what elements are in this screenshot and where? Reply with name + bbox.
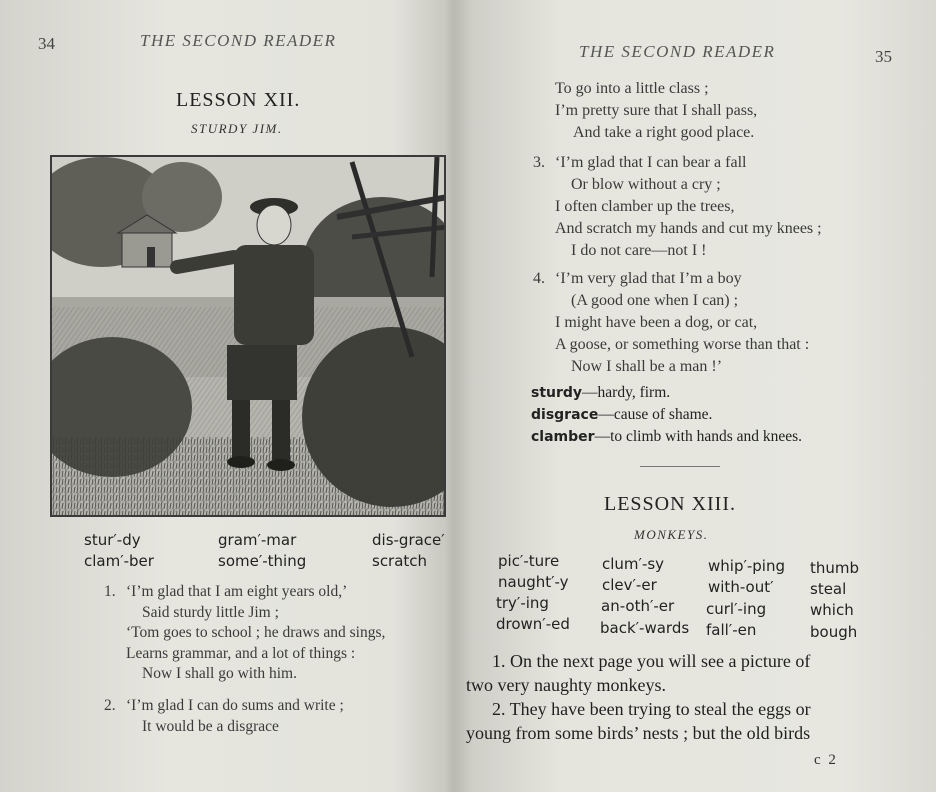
paragraph-line: two very naughty monkeys. (466, 675, 666, 695)
lesson-title: LESSON XII. (176, 89, 301, 111)
poem-line: And take a right good place. (573, 124, 755, 141)
poem-line: A goose, or something worse than that : (555, 336, 810, 353)
lesson-subtitle: MONKEYS. (634, 527, 709, 542)
vocab-word: curl′-ing (706, 600, 767, 618)
definition-word: clamber (531, 429, 595, 445)
page-number: 34 (38, 34, 55, 53)
definitions (531, 382, 802, 448)
vocab-word: try′-ing (496, 594, 549, 612)
definition-word: disgrace (531, 407, 599, 423)
paragraph-line: young from some birds’ nests ; but the old birds (466, 723, 811, 743)
definition-meaning: —cause of shame. (598, 406, 713, 423)
signature-mark: c 2 (814, 752, 838, 768)
poem-line: I might have been a dog, or cat, (555, 314, 758, 331)
stanza-number: 2. (104, 697, 116, 714)
definition-word: sturdy (531, 385, 583, 401)
running-head: THE SECOND READER (579, 42, 776, 61)
illustration-boy (50, 155, 446, 517)
running-head: THE SECOND READER (140, 31, 337, 50)
vocab-word: dis-grace′ (372, 531, 445, 549)
poem-line: ‘I’m glad that I can bear a fall (555, 154, 747, 171)
poem-line: It would be a disgrace (142, 717, 279, 735)
vocab-word: clum′-sy (602, 555, 665, 573)
poem-line: I do not care—not I ! (571, 242, 707, 259)
vocab-word: clev′-er (602, 576, 657, 594)
poem-line: To go into a little class ; (555, 80, 709, 97)
lesson-title: LESSON XIII. (604, 493, 736, 515)
stanza-number: 4. (533, 270, 545, 287)
vocab-word: stur′-dy (84, 531, 141, 549)
stanza (533, 152, 822, 262)
poem-line: ‘I’m very glad that I’m a boy (555, 270, 742, 287)
poem-line: And scratch my hands and cut my knees ; (555, 220, 822, 237)
vocab-word: pic′-ture (498, 552, 560, 570)
poem-line: Now I shall go with him. (142, 665, 297, 682)
definition (531, 382, 802, 404)
poem-line: (A good one when I can) ; (571, 292, 739, 309)
poem-line: ‘I’m glad I can do sums and write ; (126, 697, 344, 714)
vocab-word: naught′-y (498, 573, 569, 591)
vocab-word: fall′-en (706, 621, 757, 639)
engraving-image (52, 157, 446, 517)
vocab-word: scratch (372, 552, 428, 570)
definition-meaning: —hardy, firm. (582, 384, 671, 401)
definition (531, 426, 802, 448)
poem-line: Now I shall be a man !’ (571, 358, 723, 375)
poem-line: Said sturdy little Jim ; (142, 603, 279, 621)
section-divider (640, 466, 720, 467)
left-page (0, 0, 455, 792)
poem-line: Learns grammar, and a lot of things : (126, 644, 356, 662)
poem-line: I’m pretty sure that I shall pass, (555, 102, 758, 119)
poem-line: ‘Tom goes to school ; he draws and sings, (126, 624, 386, 641)
vocab-word: drown′-ed (496, 615, 570, 633)
stanza-number: 3. (533, 154, 545, 171)
stanza-number: 1. (104, 583, 116, 600)
vocab-word: an-oth′-er (601, 597, 675, 615)
vocab-word: bough (810, 623, 858, 641)
vocab-word: thumb (810, 559, 860, 577)
stanza (104, 582, 385, 685)
vocab-word: which (810, 601, 854, 619)
vocab-word: clam′-ber (84, 552, 154, 570)
definition (531, 404, 802, 426)
stanza (104, 696, 344, 737)
vocab-word: some′-thing (218, 552, 307, 570)
paragraph-line: 2. They have been trying to steal the eggs or (492, 699, 811, 719)
poem-line: ‘I’m glad that I am eight years old,’ (126, 583, 348, 600)
vocab-word: gram′-mar (218, 531, 297, 549)
stanza (555, 78, 757, 144)
vocab-word: back′-wards (600, 619, 690, 637)
poem-line: I often clamber up the trees, (555, 198, 735, 215)
definition-meaning: —to climb with hands and knees. (594, 428, 803, 445)
page-number: 35 (875, 47, 892, 66)
stanza (533, 268, 809, 378)
lesson-subtitle: STURDY JIM. (191, 121, 283, 136)
vocab-word: steal (810, 580, 847, 598)
poem-line: Or blow without a cry ; (571, 176, 721, 193)
vocab-word: whip′-ping (708, 557, 785, 575)
paragraph-line: 1. On the next page you will see a picture of (492, 651, 811, 671)
vocab-word: with-out′ (708, 578, 774, 596)
